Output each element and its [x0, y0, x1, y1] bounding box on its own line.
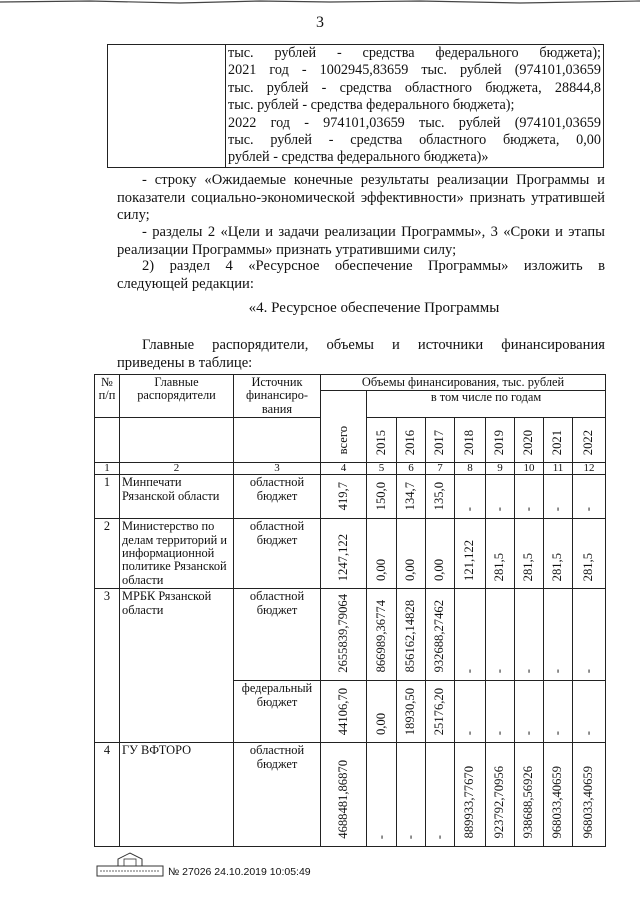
distributor-cell: Министерство по делам территорий и информационной политике Рязанской области — [120, 519, 234, 589]
source-cell: федеральный бюджет — [234, 681, 321, 743]
continuation-line: рублей - средства федерального бюджета)» — [228, 149, 489, 166]
column-number: 7 — [426, 463, 455, 475]
value-cell: 134,7 — [397, 475, 426, 519]
value-cell: 0,00 — [426, 519, 455, 589]
total-cell: 4688481,86870 — [321, 743, 367, 847]
column-number: 5 — [367, 463, 397, 475]
value-cell: 866989,36774 — [367, 589, 397, 681]
header-total: всего — [321, 391, 367, 463]
header-volumes: Объемы финансирования, тыс. рублей — [321, 375, 606, 391]
table-row: 2 Министерство по делам территорий и информационной политике Рязанской области областной бюджет 1247,122 0,00 0,00 0,00 121,122 281,5 281,5 281,5 281,5 — [95, 519, 606, 589]
value-cell: - — [544, 681, 573, 743]
value-cell: 281,5 — [515, 519, 544, 589]
column-number: 2 — [120, 463, 234, 475]
value-cell: - — [515, 589, 544, 681]
value-cell: 932688,27462 — [426, 589, 455, 681]
page-number: 3 — [316, 14, 324, 31]
source-cell: областной бюджет — [234, 743, 321, 847]
column-number: 10 — [515, 463, 544, 475]
value-cell: 968033,40659 — [573, 743, 606, 847]
column-number: 11 — [544, 463, 573, 475]
column-number: 6 — [397, 463, 426, 475]
value-cell: 150,0 — [367, 475, 397, 519]
value-cell: - — [426, 743, 455, 847]
registration-stamp-icon — [96, 850, 164, 878]
value-cell: 121,122 — [455, 519, 486, 589]
value-cell: 25176,20 — [426, 681, 455, 743]
continuation-line: тыс. рублей - средства федерального бюджета); — [228, 97, 515, 114]
financing-table — [94, 374, 606, 847]
value-cell: 0,00 — [367, 681, 397, 743]
value-cell: 923792,70956 — [486, 743, 515, 847]
scan-top-edge — [0, 0, 640, 6]
header-by-years: в том числе по годам — [367, 391, 606, 418]
source-cell: областной бюджет — [234, 475, 321, 519]
continuation-line: 2022 год - 974101,03659 тыс. рублей (974101,03659 — [228, 114, 601, 131]
header-year: 2021 — [544, 418, 573, 463]
value-cell: 18930,50 — [397, 681, 426, 743]
total-cell: 44106,70 — [321, 681, 367, 743]
column-number: 4 — [321, 463, 367, 475]
value-cell: - — [486, 475, 515, 519]
value-cell: 0,00 — [397, 519, 426, 589]
continuation-table-empty-cell — [108, 45, 226, 168]
total-cell: 1247,122 — [321, 519, 367, 589]
header-distributor: Главные распорядители — [120, 375, 234, 418]
paragraph-intro: Главные распорядители, объемы и источники финансирования приведены в таблице: — [117, 337, 605, 371]
paragraph-sections-2-3: - разделы 2 «Цели и задачи реализации Программы», 3 «Сроки и этапы реализации Программы» признать утратившими силу; — [117, 224, 605, 258]
total-cell: 419,7 — [321, 475, 367, 519]
value-cell: 281,5 — [573, 519, 606, 589]
header-year: 2022 — [573, 418, 606, 463]
continuation-line: тыс. рублей - средства областного бюджета, 28844,8 — [228, 79, 601, 96]
column-number: 8 — [455, 463, 486, 475]
paragraph-section-4: 2) раздел 4 «Ресурсное обеспечение Программы» изложить в следующей редакции: — [117, 258, 605, 292]
header-year: 2018 — [455, 418, 486, 463]
value-cell: - — [455, 589, 486, 681]
value-cell: - — [397, 743, 426, 847]
continuation-table — [107, 44, 604, 168]
value-cell: - — [573, 681, 606, 743]
value-cell: 0,00 — [367, 519, 397, 589]
table-row: 1 Минпечати Рязанской области областной бюджет 419,7 150,0 134,7 135,0 - - - - - — [95, 475, 606, 519]
continuation-table-text — [226, 45, 604, 168]
continuation-line: 2021 год - 1002945,83659 тыс. рублей (974101,03659 — [228, 62, 601, 79]
value-cell: - — [544, 589, 573, 681]
source-cell: областной бюджет — [234, 519, 321, 589]
total-cell: 2655839,79064 — [321, 589, 367, 681]
value-cell: - — [455, 681, 486, 743]
value-cell: - — [544, 475, 573, 519]
value-cell: - — [515, 681, 544, 743]
header-year: 2019 — [486, 418, 515, 463]
value-cell: 968033,40659 — [544, 743, 573, 847]
distributor-cell: ГУ ВФТОРО — [120, 743, 234, 847]
header-year: 2016 — [397, 418, 426, 463]
value-cell: - — [573, 475, 606, 519]
header-num: № п/п — [95, 375, 120, 418]
value-cell: 281,5 — [544, 519, 573, 589]
value-cell: - — [486, 681, 515, 743]
value-cell: 938688,56926 — [515, 743, 544, 847]
header-year: 2020 — [515, 418, 544, 463]
paragraph-expected-results: - строку «Ожидаемые конечные результаты реализации Программы и показатели социально-экономической эффективности» признать утратившей силу; — [117, 172, 605, 224]
value-cell: - — [367, 743, 397, 847]
section-heading: «4. Ресурсное обеспечение Программы — [248, 300, 500, 316]
value-cell: 135,0 — [426, 475, 455, 519]
registration-footer: № 27026 24.10.2019 10:05:49 — [168, 866, 311, 878]
header-source: Источник финансиро-вания — [234, 375, 321, 418]
column-number: 9 — [486, 463, 515, 475]
distributor-cell: МРБК Рязанской области — [120, 589, 234, 743]
table-row: 4 ГУ ВФТОРО областной бюджет 4688481,86870 - - - 889933,77670 923792,70956 938688,56926 968033,40659 968033,40659 — [95, 743, 606, 847]
table-row: 3 МРБК Рязанской области областной бюджет 2655839,79064 866989,36774 856162,14828 932688,27462 - - - - - — [95, 589, 606, 681]
header-year: 2017 — [426, 418, 455, 463]
continuation-line: тыс. рублей - средства областного бюджета, 0,00 — [228, 132, 601, 149]
value-cell: - — [455, 475, 486, 519]
column-number: 12 — [573, 463, 606, 475]
value-cell: - — [573, 589, 606, 681]
value-cell: 889933,77670 — [455, 743, 486, 847]
value-cell: - — [486, 589, 515, 681]
value-cell: 281,5 — [486, 519, 515, 589]
column-number: 3 — [234, 463, 321, 475]
distributor-cell: Минпечати Рязанской области — [120, 475, 234, 519]
value-cell: 856162,14828 — [397, 589, 426, 681]
column-number: 1 — [95, 463, 120, 475]
continuation-line: тыс. рублей - средства федерального бюджета); — [228, 45, 601, 61]
value-cell: - — [515, 475, 544, 519]
header-year: 2015 — [367, 418, 397, 463]
source-cell: областной бюджет — [234, 589, 321, 681]
